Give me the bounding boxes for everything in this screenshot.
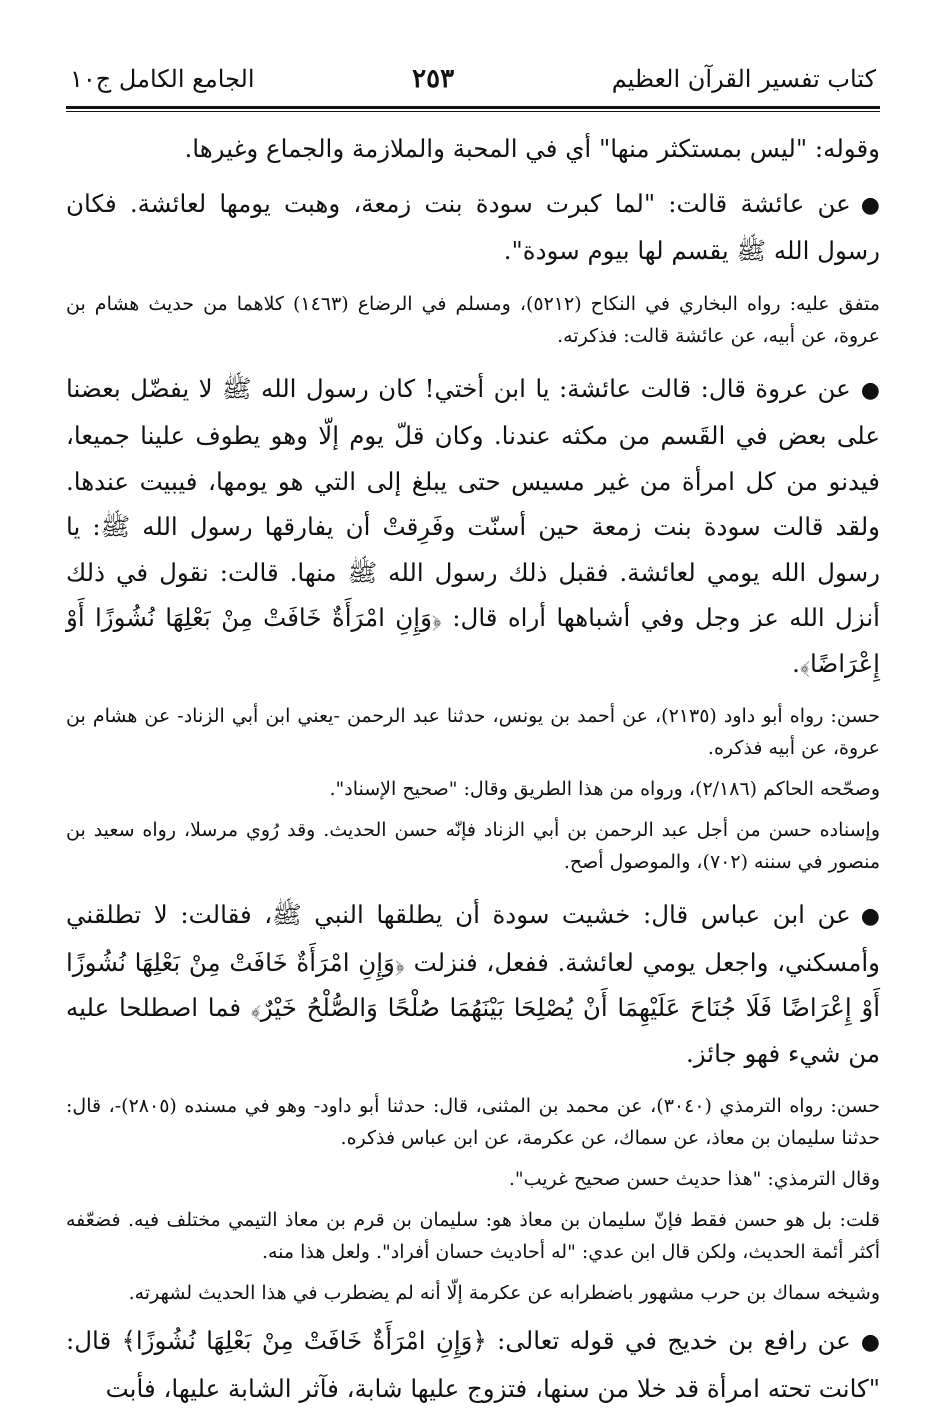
page-number: ٢٥٣ (412, 64, 455, 94)
takhrij-note: حسن: رواه أبو داود (٢١٣٥)، عن أحمد بن يونس، حدثنا عبد الرحمن -يعني ابن أبي الزناد- عن هشام بن عروة، عن أبيه فذكره. (66, 705, 880, 759)
commentary-paragraph: وقوله: "ليس بمستكثر منها" أي في المحبة والملازمة والجماع وغيرها. (184, 134, 880, 163)
bullet-icon: ● (860, 904, 880, 929)
takhrij-note: وصحّحه الحاكم (٢/١٨٦)، ورواه من هذا الطريق وقال: "صحيح الإسناد". (329, 778, 880, 800)
volume-label: الجامع الكامل ج١٠ (70, 65, 255, 93)
hadith-paragraph (66, 1318, 880, 1411)
running-header (66, 62, 880, 96)
takhrij-note: متفق عليه: رواه البخاري في النكاح (٥٢١٢)، ومسلم في الرضاع (١٤٦٣) كلاهما من حديث هشام بن عروة، عن أبيه، عن عائشة قالت: فذكرته. (66, 292, 880, 347)
bullet-icon: ● (860, 377, 880, 403)
takhrij-note: وإسناده حسن من أجل عبد الرحمن بن أبي الزناد فإنّه حسن الحديث. وقد رُوي مرسلا، رواه سعيد بن منصور في سننه (٧٠٢)، والموصول أصح. (66, 819, 880, 873)
takhrij-note: حسن: رواه الترمذي (٣٠٤٠)، عن محمد بن المثنى، قال: حدثنا أبو داود- وهو في مسنده (٢٨٠٥)-، قال: حدثنا سليمان بن معاذ، عن سماك، عن عكرمة، عن ابن عباس فذكره. (66, 1095, 880, 1149)
takhrij-note: وقال الترمذي: "هذا حديث حسن صحيح غريب". (508, 1168, 880, 1190)
hadith-paragraph (66, 181, 880, 274)
hadith-paragraph (66, 366, 880, 687)
book-title: كتاب تفسير القرآن العظيم (611, 65, 876, 93)
takhrij-note: قلت: بل هو حسن فقط فإنّ سليمان بن معاذ هو: سليمان بن قرم بن معاذ التيمي مختلف فيه. فضعّفه أكثر أئمة الحديث، ولكن قال ابن عدي: "له أحاديث حسان أفراد". ولعل هذا منه. (66, 1209, 880, 1263)
page-content (66, 126, 880, 1411)
hadith-text: عن رافع بن خديج في قوله تعالى: ﴿وَإِنِ امْرَأَةٌ خَافَتْ مِنْ بَعْلِهَا نُشُوزًا﴾ قال: "كانت تحته امرأة قد خلا من سنها، فتزوج عليها شابة، فآثر الشابة عليها، فأبت (66, 1326, 880, 1403)
hadith-paragraph (66, 892, 880, 1076)
header-rule (66, 106, 880, 112)
hadith-text: عن عائشة قالت: "لما كبرت سودة بنت زمعة، وهبت يومها لعائشة. فكان رسول الله ﷺ يقسم لها بيوم سودة". (66, 188, 880, 265)
bullet-icon: ● (860, 1330, 880, 1355)
hadith-text: عن ابن عباس قال: خشيت سودة أن يطلقها النبي ﷺ، فقالت: لا تطلقني وأمسكني، واجعل يومي لعائشة. ففعل، فنزلت ﴿وَإِنِ امْرَأَةٌ خَافَتْ مِنْ بَعْلِهَا نُشُوزًا أَوْ إِعْرَاضًا فَلَا جُنَاحَ عَلَيْهِمَا أَنْ يُصْلِحَا بَيْنَهُمَا صُلْحًا وَالصُّلْحُ خَيْرٌ﴾ فما اصطلحا عليه من شيء فهو جائز. (66, 900, 880, 1068)
takhrij-note: وشيخه سماك بن حرب مشهور باضطرابه عن عكرمة إلّا أنه لم يضطرب في هذا الحديث لشهرته. (128, 1282, 880, 1304)
hadith-text: عن عروة قال: قالت عائشة: يا ابن أختي! كان رسول الله ﷺ لا يفضّل بعضنا على بعض في القَسم من مكثه عندنا. وكان قلّ يوم إلّا وهو يطوف علينا جميعا، فيدنو من كل امرأة من غير مسيس حتى يبلغ إلى التي هو يومها، فيبيت عندها. ولقد قالت سودة بنت زمعة حين أسنّت وفَرِقتْ أن يفارقها رسول الله ﷺ: يا رسول الله يومي لعائشة. فقبل ذلك رسول الله ﷺ منها. قالت: نقول في ذلك أنزل الله عز وجل وفي أشباهها أراه قال: ﴿وَإِنِ امْرَأَةٌ خَافَتْ مِنْ بَعْلِهَا نُشُوزًا أَوْ إِعْرَاضًا﴾. (66, 373, 880, 678)
bullet-icon: ● (860, 192, 880, 218)
